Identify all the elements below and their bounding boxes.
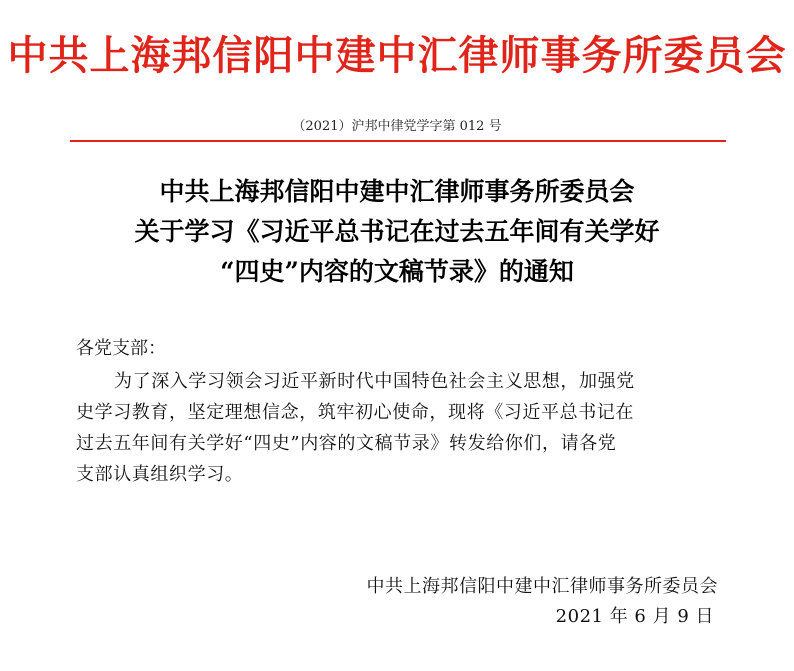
body-line-4: 支部认真组织学习。: [76, 464, 244, 485]
salutation: 各党支部：: [76, 338, 166, 359]
signature-date: 2021 年 6 月 9 日: [555, 606, 714, 627]
letterhead-title: 中共上海邦信阳中建中汇律师事务所委员会: [7, 32, 787, 79]
notice-title-line-1: 中共上海邦信阳中建中汇律师事务所委员会: [159, 177, 635, 206]
body-line-1: 为了深入学习领会习近平新时代中国特色社会主义思想，加强党: [114, 371, 635, 392]
red-divider-line: [70, 140, 726, 142]
body-line-3: 过去五年间有关学好“四史”内容的文稿节录》转发给你们，请各党: [76, 433, 617, 454]
notice-title-line-3: “四史”内容的文稿节录》的通知: [220, 257, 574, 286]
body-line-2: 史学习教育，坚定理想信念，筑牢初心使命，现将《习近平总书记在: [76, 402, 634, 423]
signature-organization: 中共上海邦信阳中建中汇律师事务所委员会: [366, 576, 718, 597]
notice-title-line-2: 关于学习《习近平总书记在过去五年间有关学好: [134, 217, 660, 246]
notice-body: [76, 366, 720, 490]
notice-title: [0, 172, 794, 292]
signature-block: [367, 572, 719, 632]
document-number: （2021）沪邦中律党学字第 012 号: [292, 119, 502, 134]
